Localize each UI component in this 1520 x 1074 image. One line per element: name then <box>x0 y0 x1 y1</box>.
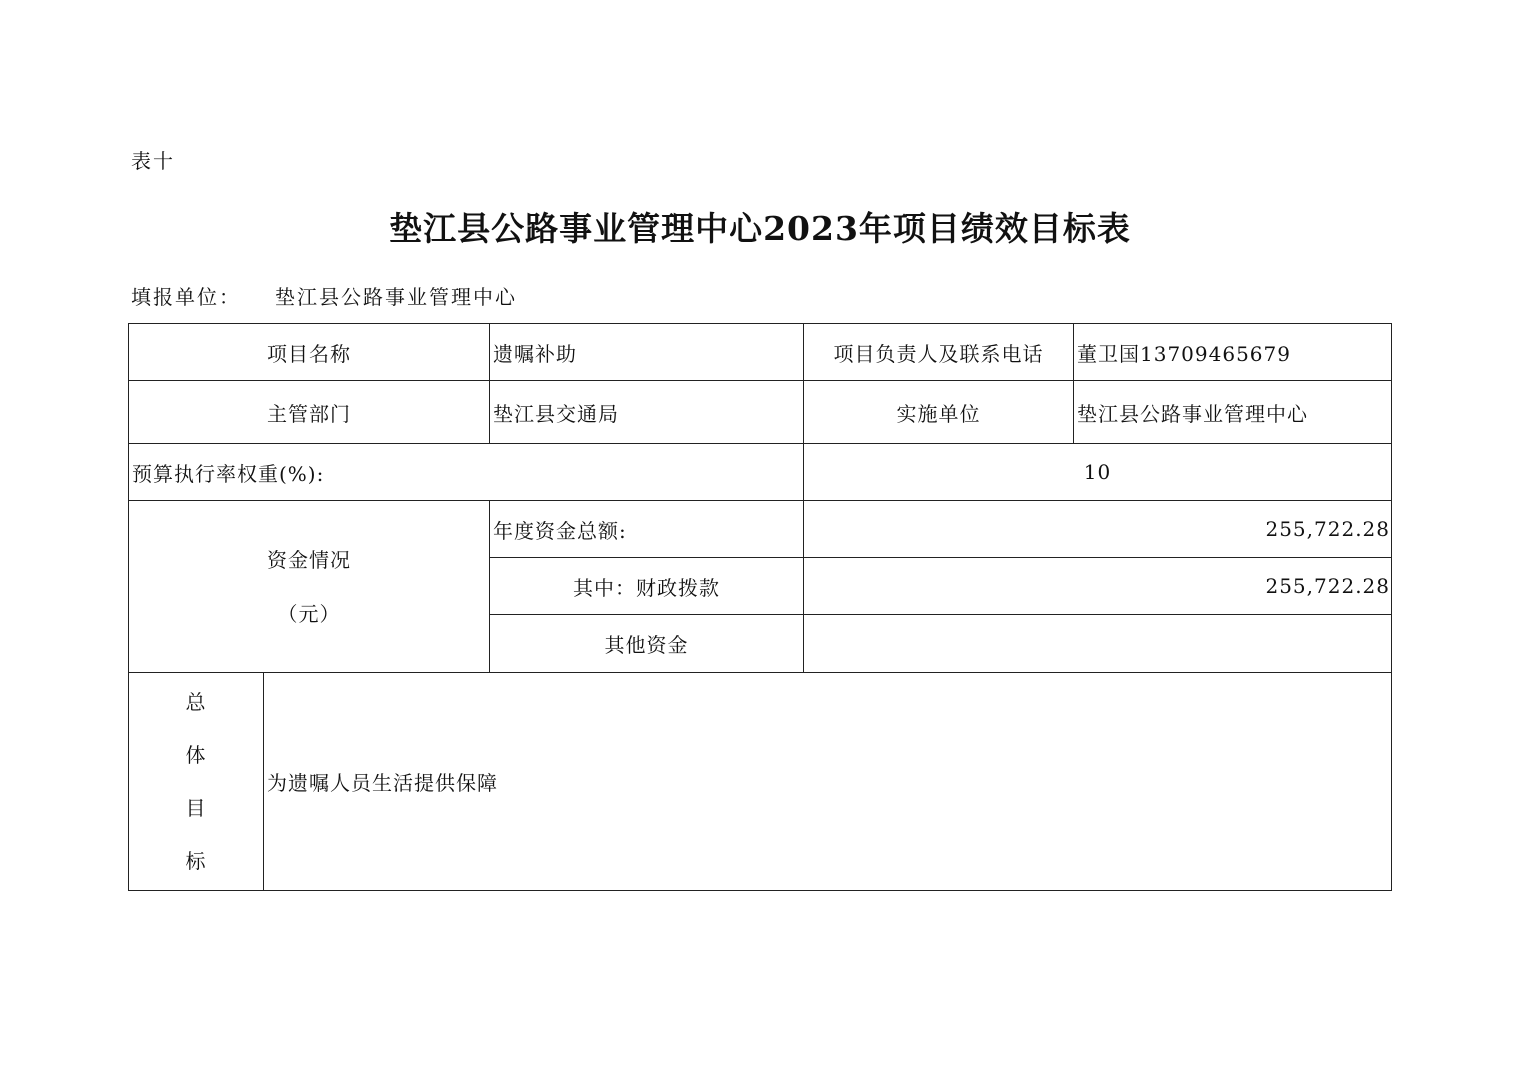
annual-total-label: 年度资金总额: <box>490 501 804 558</box>
other-funds-label: 其他资金 <box>490 615 804 673</box>
contact-label: 项目负责人及联系电话 <box>804 324 1074 381</box>
department-value: 垫江县交通局 <box>490 381 804 444</box>
goal-char: 体 <box>185 742 207 767</box>
project-name-value: 遗嘱补助 <box>490 324 804 381</box>
fiscal-label: 其中：财政拨款 <box>490 558 804 615</box>
funds-label-line1: 资金情况 <box>267 547 351 572</box>
reporting-unit-row <box>131 281 517 310</box>
funds-label-line2: （元） <box>277 601 341 626</box>
annual-total-value: 255,722.28 <box>804 501 1392 558</box>
performance-target-table <box>128 323 1392 891</box>
page-title: 垫江县公路事业管理中心2023年项目绩效目标表 <box>389 209 1131 248</box>
funds-label <box>129 501 490 673</box>
reporting-unit-value: 垫江县公路事业管理中心 <box>275 285 517 309</box>
table-row <box>129 324 1392 381</box>
table-row <box>129 381 1392 444</box>
goal-char: 总 <box>185 689 207 714</box>
goal-char: 目 <box>185 795 207 820</box>
goal-char: 标 <box>185 848 207 873</box>
implementer-value: 垫江县公路事业管理中心 <box>1074 381 1392 444</box>
table-row <box>129 501 1392 558</box>
budget-weight-value: 10 <box>804 444 1392 501</box>
department-label: 主管部门 <box>129 381 490 444</box>
other-funds-value <box>804 615 1392 673</box>
project-name-label: 项目名称 <box>129 324 490 381</box>
fiscal-value: 255,722.28 <box>804 558 1392 615</box>
contact-value: 董卫国13709465679 <box>1074 324 1392 381</box>
overall-goal-label <box>129 673 264 891</box>
table-row <box>129 444 1392 501</box>
table-number-label: 表十 <box>131 149 175 173</box>
overall-goal-value: 为遗嘱人员生活提供保障 <box>264 673 1392 891</box>
reporting-unit-label: 填报单位： <box>131 285 241 309</box>
budget-weight-label: 预算执行率权重(%): <box>129 444 804 501</box>
table-row <box>129 673 1392 891</box>
implementer-label: 实施单位 <box>804 381 1074 444</box>
